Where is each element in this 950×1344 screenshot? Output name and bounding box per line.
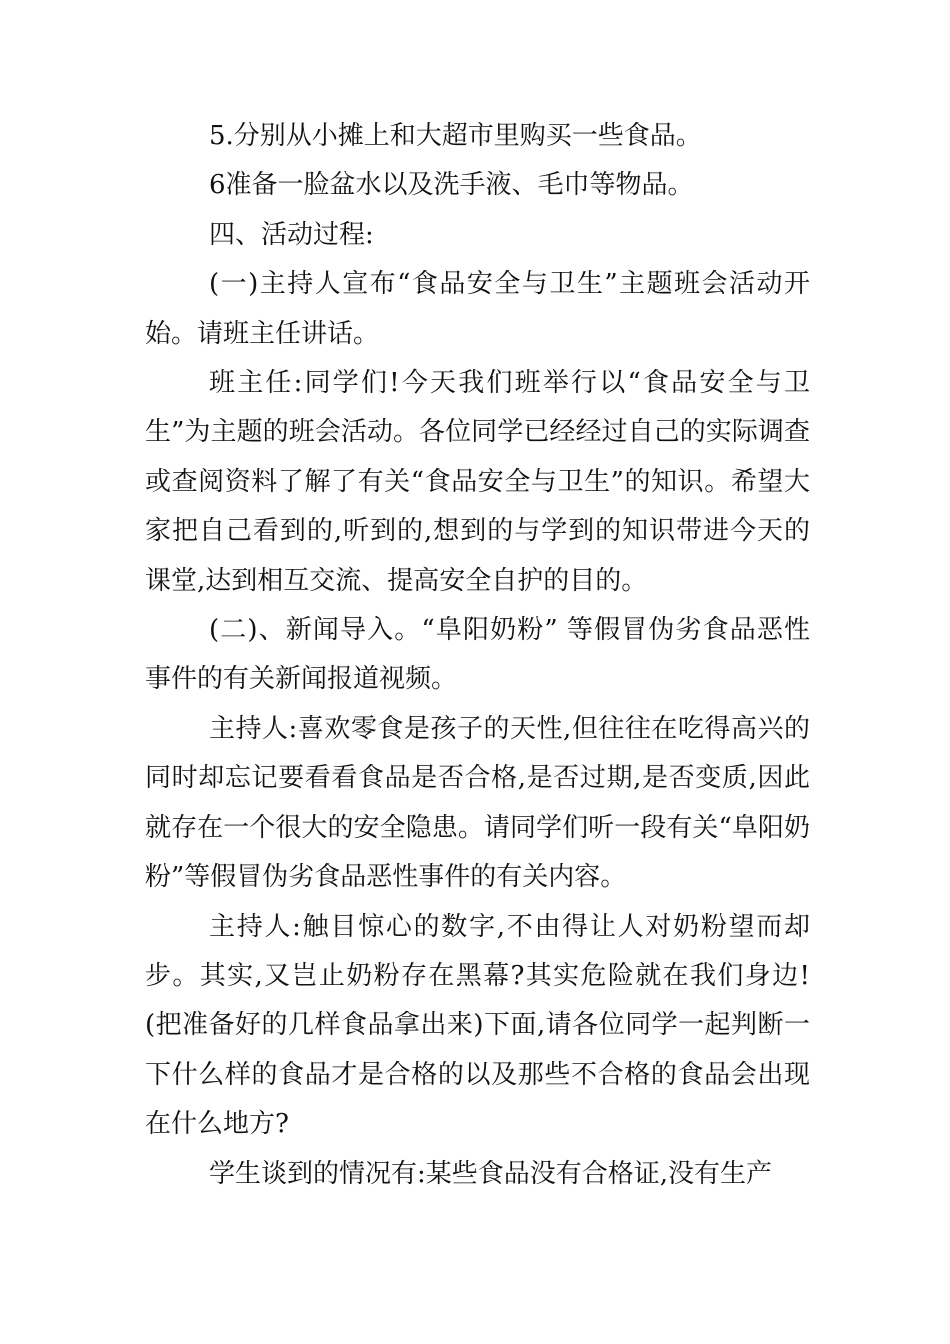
paragraph-news-introduction: (二)、新闻导入。“阜阳奶粉” 等假冒伪劣食品恶性事件的有关新闻报道视频。	[145, 615, 810, 695]
document-body	[145, 112, 810, 1199]
paragraph-prep-item-5: 5.分别从小摊上和大超市里购买一些食品。	[209, 121, 702, 151]
paragraph-student-findings: 学生谈到的情况有:某些食品没有合格证,没有生产	[209, 1158, 773, 1189]
paragraph-head-teacher-speech: 班主任:同学们!今天我们班举行以“食品安全与卫生”为主题的班会活动。各位同学已经经过自己的实际调查或查阅资料了解了有关“食品安全与卫生”的知识。希望大家把自己看到的,听到的,想到的与学到的知识带进今天的课堂,达到相互交流、提高安全自护的目的。	[145, 368, 810, 596]
paragraph-host-announcement: (一)主持人宣布“食品安全与卫生”主题班会活动开始。请班主任讲话。	[145, 269, 810, 349]
section-heading-activity-process: 四、活动过程:	[209, 219, 374, 250]
paragraph-prep-item-6: 6准备一脸盆水以及洗手液、毛巾等物品。	[209, 170, 694, 201]
paragraph-host-shocking-numbers: 主持人:触目惊心的数字,不由得让人对奶粉望而却步。其实,又岂止奶粉存在黑幕?其实危险就在我们身边!(把准备好的几样食品拿出来)下面,请各位同学一起判断一下什么样的食品才是合格的以及那些不合格的食品会出现在什么地方?	[145, 911, 810, 1140]
paragraph-host-snacks: 主持人:喜欢零食是孩子的天性,但往往在吃得高兴的同时却忘记要看看食品是否合格,是否过期,是否变质,因此就存在一个很大的安全隐患。请同学们听一段有关“阜阳奶粉”等假冒伪劣食品恶性事件的有关内容。	[145, 713, 810, 893]
